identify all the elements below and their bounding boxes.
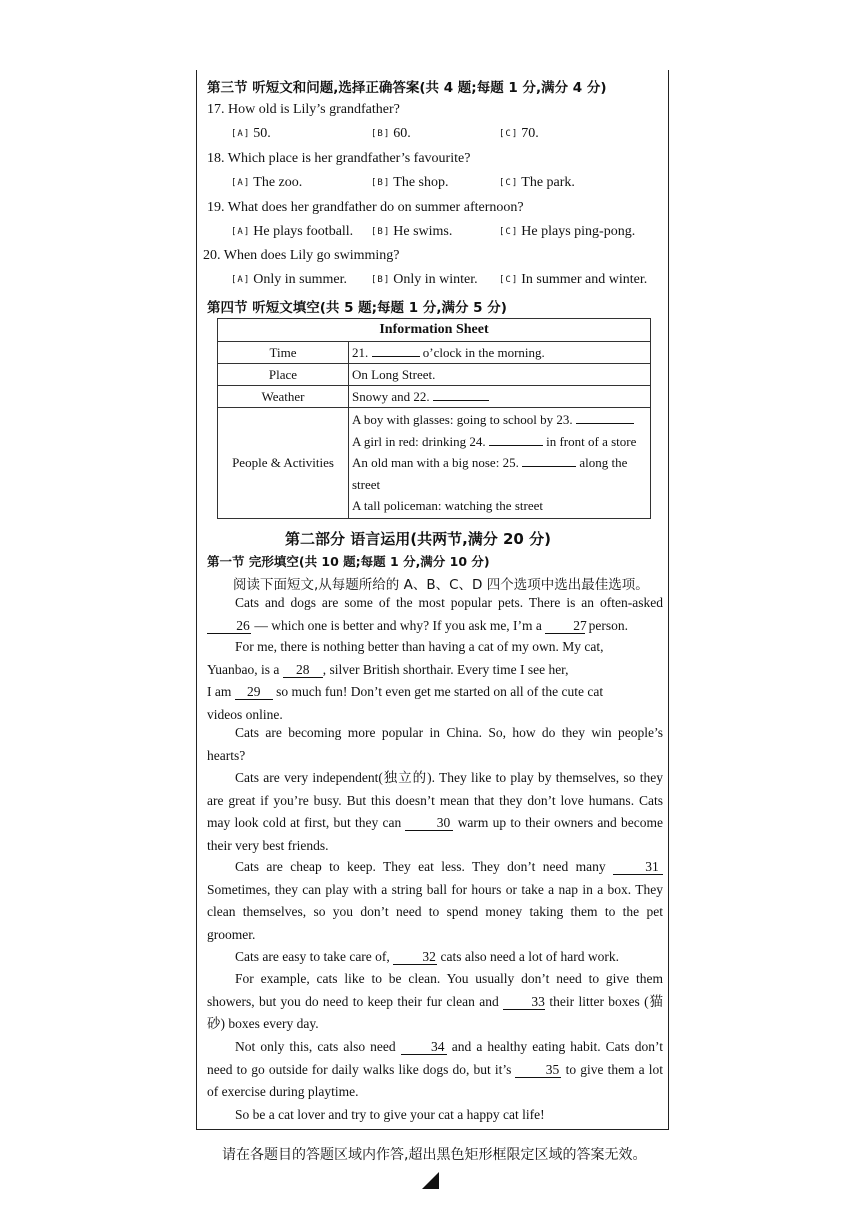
row-value: 21. o’clock in the morning. <box>349 342 651 364</box>
part2-subheading: 第一节 完形填空(共 10 题;每题 1 分,满分 10 分) <box>207 554 490 569</box>
activity-line: A tall policeman: watching the street <box>352 498 543 513</box>
row-value: Snowy and 22. <box>349 386 651 408</box>
activity-line: A girl in red: drinking 24. in front of a store <box>352 433 637 449</box>
blank-24[interactable] <box>489 445 543 446</box>
question-18: 18. Which place is her grandfather’s favourite? <box>207 151 471 166</box>
passage-paragraph-5: Cats are cheap to keep. They eat less. They don’t need many 31 Sometimes, they can play with a string ball for hours or take a nap in a box. They clean themselves, so you don’t need to spend money taking them to the pet groomer. <box>207 859 663 942</box>
q18-option-c[interactable]: [C] The park. <box>499 175 575 190</box>
q19-option-c[interactable]: [C] He plays ping-pong. <box>499 224 636 239</box>
section4-heading: 第四节 听短文填空(共 5 题;每题 1 分,满分 5 分) <box>207 300 507 316</box>
blank-22[interactable] <box>433 400 489 401</box>
row-value: On Long Street. <box>349 364 651 386</box>
q17-option-a[interactable]: [A] 50. <box>231 126 271 141</box>
blank-21[interactable] <box>372 356 420 357</box>
q20-option-b[interactable]: [B] Only in winter. <box>371 272 478 287</box>
activity-line: street <box>352 476 381 492</box>
blank-29[interactable]: 29 <box>235 685 273 700</box>
row-key: Weather <box>218 386 349 408</box>
passage-paragraph-3: Cats are becoming more popular in China. So, how do they win people’s hearts? <box>207 725 663 763</box>
table-row <box>218 386 651 408</box>
activity-line: A boy with glasses: going to school by 23. <box>352 409 647 431</box>
q20-option-a[interactable]: [A] Only in summer. <box>231 272 347 287</box>
table-row <box>218 364 651 386</box>
corner-triangle-mark <box>422 1172 439 1189</box>
blank-34[interactable]: 34 <box>401 1040 447 1055</box>
cloze-instruction: 阅读下面短文,从每题所给的 A、B、C、D 四个选项中选出最佳选项。 <box>233 577 649 593</box>
q17-option-b[interactable]: [B] 60. <box>371 126 411 141</box>
row-key: Place <box>218 364 349 386</box>
activity-line: An old man with a big nose: 25. along the <box>352 455 628 470</box>
blank-23[interactable] <box>576 423 634 424</box>
passage-paragraph-7: For example, cats like to be clean. You usually don’t need to give them showers, but you do need to keep their fur clean and 33 their litter boxes (猫砂) boxes every day. <box>207 971 664 1031</box>
blank-32[interactable]: 32 <box>393 950 437 965</box>
question-20: 20. When does Lily go swimming? <box>203 248 400 263</box>
question-17: 17. How old is Lily’s grandfather? <box>207 102 400 117</box>
blank-26[interactable]: 26 <box>207 619 251 634</box>
passage-paragraph-4: Cats are very independent(独立的). They like to play by themselves, so they are great if you’re busy. But this doesn’t mean that they don’t love humans. Cats may look cold at first, but they can 30 warm up to their owners and become their very best friends. <box>207 770 664 853</box>
q19-option-b[interactable]: [B] He swims. <box>371 224 453 239</box>
row-key: Time <box>218 342 349 364</box>
blank-35[interactable]: 35 <box>515 1063 561 1078</box>
q18-option-a[interactable]: [A] The zoo. <box>231 175 303 190</box>
q17-option-c[interactable]: [C] 70. <box>499 126 539 141</box>
part2-heading: 第二部分 语言运用(共两节,满分 20 分) <box>285 530 551 548</box>
blank-30[interactable]: 30 <box>405 816 453 831</box>
table-row <box>218 408 651 519</box>
passage-paragraph-2: For me, there is nothing better than having a cat of my own. My cat, Yuanbao, is a 28 , silver British shorthair. Every time I see her, I am 29 so much fun! Don’t even get me started on all of the cute cat videos online. <box>207 639 604 722</box>
passage-paragraph-9: So be a cat lover and try to give your cat a happy cat life! <box>235 1107 545 1122</box>
passage-paragraph-1: Cats and dogs are some of the most popular pets. There is an often-asked 26 — which one is better and why? If you ask me, I’m a 27 person. <box>207 592 663 637</box>
blank-31[interactable]: 31 <box>613 860 663 875</box>
section3-heading: 第三节 听短文和问题,选择正确答案(共 4 题;每题 1 分,满分 4 分) <box>207 80 607 96</box>
activities-cell <box>349 408 651 519</box>
passage-paragraph-6: Cats are easy to take care of, 32 cats also need a lot of hard work. <box>235 949 619 964</box>
question-19: 19. What does her grandfather do on summer afternoon? <box>207 200 524 215</box>
answer-area-notice: 请在各题目的答题区域内作答,超出黑色矩形框限定区域的答案无效。 <box>222 1147 647 1163</box>
q19-option-a[interactable]: [A] He plays football. <box>231 224 354 239</box>
answer-sheet-box <box>196 70 669 1130</box>
q18-option-b[interactable]: [B] The shop. <box>371 175 449 190</box>
q20-option-c[interactable]: [C] In summer and winter. <box>499 272 648 287</box>
blank-25[interactable] <box>522 466 576 467</box>
blank-28[interactable]: 28 <box>283 663 323 678</box>
blank-33[interactable]: 33 <box>503 995 545 1010</box>
information-sheet-table <box>217 318 651 519</box>
row-key: People & Activities <box>218 408 349 519</box>
blank-27[interactable]: 27 <box>545 619 585 634</box>
passage-paragraph-8: Not only this, cats also need 34 and a healthy eating habit. Cats don’t need to go outside for daily walks like dogs do, but it’s 35 to give them a lot of exercise during playtime. <box>207 1039 664 1099</box>
table-row <box>218 342 651 364</box>
table-title: Information Sheet <box>218 319 651 342</box>
